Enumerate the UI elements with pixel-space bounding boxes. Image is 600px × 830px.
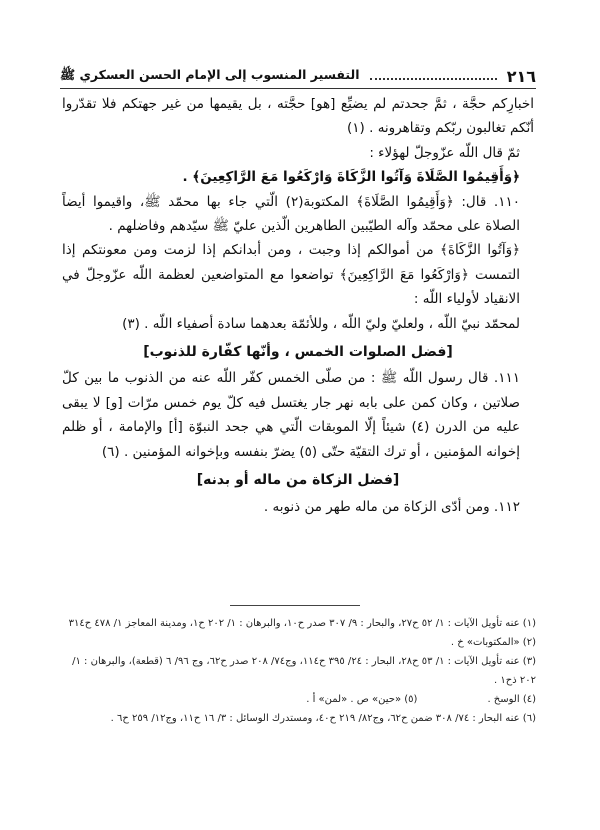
running-title: التفسير المنسوب إلى الإمام الحسن العسكري ﷺ bbox=[60, 67, 360, 82]
main-text bbox=[62, 92, 534, 519]
page-number: ٢١٦ bbox=[506, 67, 536, 86]
footnotes bbox=[60, 614, 536, 728]
footnote-3: (٣) عنه تأويل الآيات : ١/ ٥٣ ح٢٨، البحار : ٢٤/ ٣٩٥ ح١١٤، وج٧٤/ ٢٠٨ صدر ح٦٢، وج ٩٦/ ٦ (قطعة)، والبرهان : ١/ ٢٠٢ ذح١ . bbox=[72, 656, 536, 686]
paragraph-110: ١١٠. قال: ﴿وَأَقِيمُوا الصَّلَاةَ﴾ المكتوبة(٢) الّتي جاء بها محمّد ﷺ، واقيموا أيضاً الصلاة على محمّد وآله الطيّبين الطاهرين الّذين عليّ ﷺ سيّدهم وفاضلهم . bbox=[62, 193, 520, 235]
paragraph-110-zakat: ﴿وَآتُوا الزَّكَاةَ﴾ من أموالكم إذا وجبت ، ومن أبدانكم إذا لزمت ومن معونتكم إذا التمست ﴿وَارْكَعُوا مَعَ الرَّاكِعِينَ﴾ تواضعوا مع المتواضعين لعظمة اللّه عزّوجلّ في الانقياد لأولياء اللّه : bbox=[62, 242, 520, 308]
header-rule bbox=[60, 88, 536, 89]
section-title-prayers: [فضل الصلوات الخمس ، وأنّها كفّارة للذنوب] bbox=[143, 344, 453, 361]
footnote-5: (٥) «حين» ص . «لمن» أ . bbox=[306, 694, 418, 705]
paragraph-intro: ثمّ قال اللّه عزّوجلّ لهؤلاء : bbox=[369, 144, 520, 161]
footnote-2: (٢) «المكتوبات» خ . bbox=[450, 637, 536, 648]
footnote-4: (٤) الوسخ . bbox=[487, 694, 536, 705]
footnote-row bbox=[60, 690, 536, 709]
section-title-zakat: [فضل الزكاة من ماله أو بدنه] bbox=[196, 472, 400, 489]
footnote-6: (٦) عنه البحار : ٧٤/ ٣٠٨ ضمن ح٦٢، وج٨٢/ ٢١٩ ح٤٠، ومستدرك الوسائل : ٣/ ١٦ ح١١، وج١٢/ ٢٥٩ ح٦ . bbox=[110, 713, 536, 724]
paragraph-112: ١١٢. ومن أدّى الزكاة من ماله طهر من ذنوبه . bbox=[263, 498, 520, 515]
paragraph-111: ١١١. قال رسول اللّه ﷺ : من صلّى الخمس كفّر اللّه عنه من الذنوب ما بين كلّ صلاتين ، وكان كمن على بابه نهر جار يغتسل فيه كلّ يوم خمس مرّات [و] لا يبقى عليه من الدرن (٤) شيئاً إلّا الموبقات الّتي هي جحد النبوّة [أ] والإمامة ، أو ظلم إخوانه المؤمنين ، أو ترك التقيّة حتّى (٥) يضرّ بنفسه وبإخوانه المؤمنين . (٦) bbox=[62, 370, 521, 460]
header-dotted-leader bbox=[370, 78, 497, 80]
quran-verse: ﴿وَأَقِيمُوا الصَّلَاةَ وَآتُوا الزَّكَاةَ وَارْكَعُوا مَعَ الرَّاكِعِينَ﴾ . bbox=[182, 169, 520, 186]
footnote-1: (١) عنه تأويل الآيات : ١/ ٥٢ ح٢٧، والبحار : ٩/ ٣٠٧ صدر ح١٠، والبرهان : ١/ ٢٠٢ ح١، ومدينة المعاجز ١/ ٤٧٨ ح٣١٤ bbox=[68, 618, 536, 629]
footnote-separator bbox=[230, 605, 360, 606]
paragraph-110-end: لمحمّد نبيّ اللّه ، ولعليّ وليّ اللّه ، وللأئمّة بعدهما سادة أصفياء اللّه . (٣) bbox=[122, 315, 520, 332]
paragraph-continuation: اخبارِكم حجَّة ، ثمَّ جحدتم لم يضيِّع [هو] حجَّته ، بل يقيمها من غير جهتكم فلا تقدّروا أنّكم تغالبون ربّكم وتقاهرونه . (١) bbox=[62, 96, 534, 137]
page-header bbox=[60, 60, 536, 86]
